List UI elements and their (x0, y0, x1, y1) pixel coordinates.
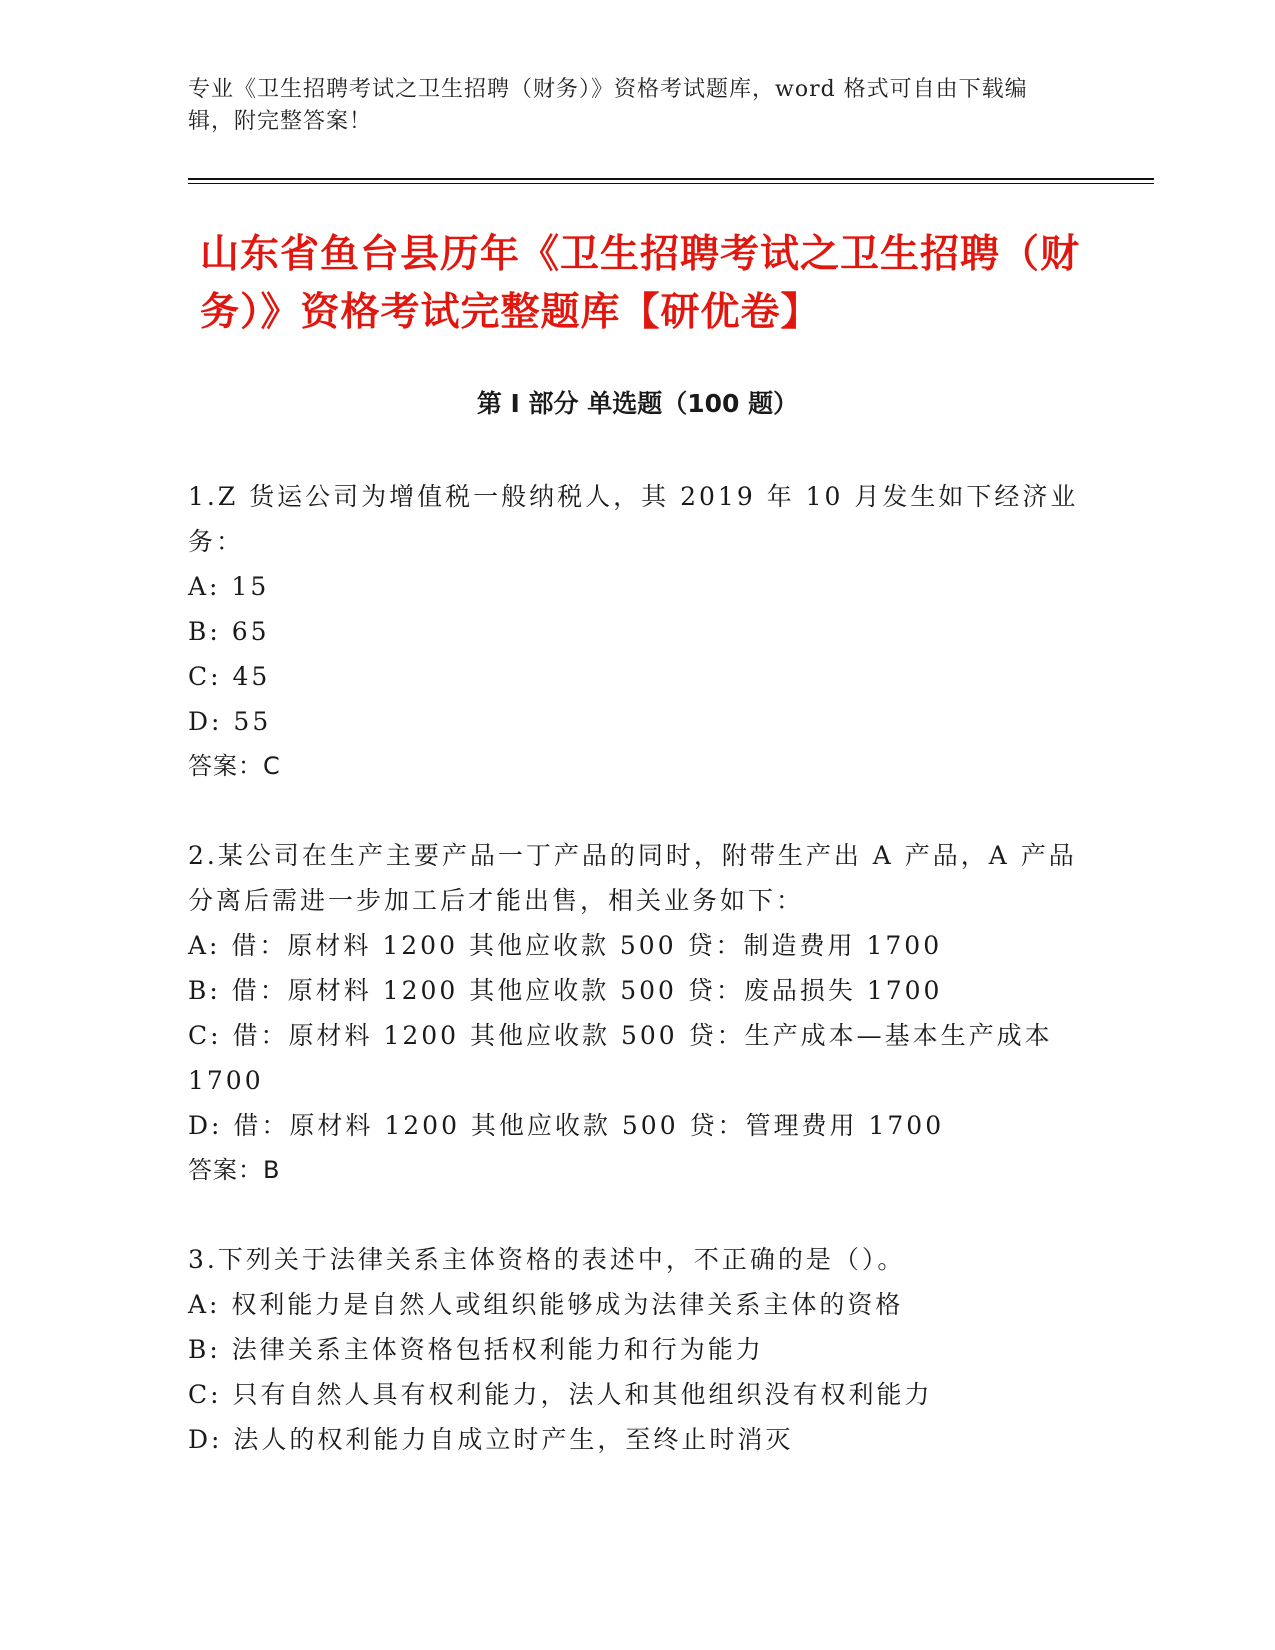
question-stem: 3.下列关于法律关系主体资格的表述中，不正确的是（）。 (188, 1245, 906, 1274)
document-title: 山东省鱼台县历年《卫生招聘考试之卫生招聘（财务）》资格考试完整题库【研优卷】 (200, 232, 1081, 335)
question-stem: 1.Z 货运公司为增值税一般纳税人，其 2019 年 10 月发生如下经济业务： (188, 482, 1079, 556)
option-c: C: 借：原材料 1200 其他应收款 500 贷：生产成本—基本生产成本 1700 (188, 1021, 1053, 1095)
section-heading: 第 I 部分 单选题（100 题） (476, 389, 799, 418)
option-d: D: 55 (188, 707, 272, 736)
question-1 (188, 474, 1088, 789)
option-c: C: 45 (188, 662, 271, 691)
option-d: D: 借：原材料 1200 其他应收款 500 贷：管理费用 1700 (188, 1111, 945, 1140)
question-stem: 2.某公司在生产主要产品一丁产品的同时，附带生产出 A 产品，A 产品分离后需进一步加工后才能出售，相关业务如下： (188, 841, 1077, 915)
header-divider-thick (188, 178, 1154, 180)
option-a: A: 借：原材料 1200 其他应收款 500 贷：制造费用 1700 (188, 931, 943, 960)
question-list (188, 474, 1088, 1506)
answer-line: 答案：B (188, 1156, 281, 1184)
option-a: A: 权利能力是自然人或组织能够成为法律关系主体的资格 (188, 1290, 904, 1319)
answer-line: 答案：C (188, 752, 281, 780)
option-a: A: 15 (188, 572, 270, 601)
option-c: C: 只有自然人具有权利能力，法人和其他组织没有权利能力 (188, 1380, 933, 1409)
question-3 (188, 1237, 1088, 1462)
question-2 (188, 833, 1088, 1193)
option-d: D: 法人的权利能力自成立时产生，至终止时消灭 (188, 1425, 794, 1454)
option-b: B: 法律关系主体资格包括权利能力和行为能力 (188, 1335, 764, 1364)
option-b: B: 借：原材料 1200 其他应收款 500 贷：废品损失 1700 (188, 976, 943, 1005)
header-note: 专业《卫生招聘考试之卫生招聘（财务）》资格考试题库，word 格式可自由下载编辑，附完整答案！ (188, 77, 1028, 134)
option-b: B: 65 (188, 617, 270, 646)
header-divider-thin (188, 183, 1154, 184)
